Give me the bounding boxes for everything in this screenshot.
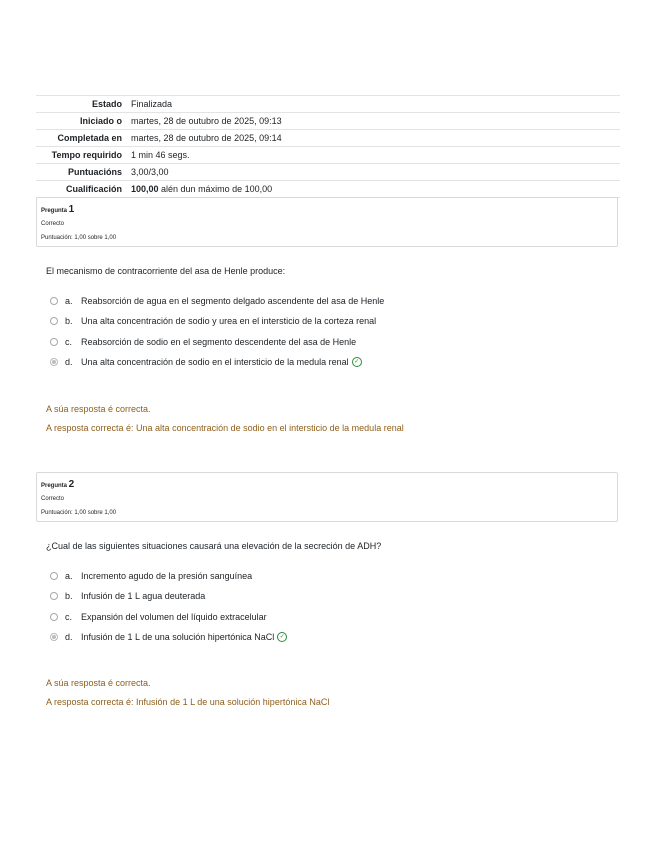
summary-row-state: [36, 96, 620, 113]
answer-letter: d.: [65, 357, 73, 367]
summary-label: Puntuacións: [67, 167, 122, 177]
answer-text: Una alta concentración de sodio y urea en el intersticio de la corteza renal: [81, 316, 377, 326]
answer-letter: c.: [65, 612, 73, 622]
answer-option[interactable]: [50, 571, 252, 581]
answer-option[interactable]: [50, 316, 376, 326]
check-circle-icon: ✓: [277, 632, 287, 642]
summary-label: Tempo requirido: [51, 150, 122, 160]
answer-feedback: A súa resposta é correcta.: [46, 404, 151, 414]
summary-row-marks: [36, 164, 620, 181]
question-number-value: 1: [68, 204, 75, 215]
answer-text: Reabsorción de sodio en el segmento descendente del asa de Henle: [81, 337, 357, 347]
summary-value: martes, 28 de outubro de 2025, 09:14: [131, 133, 282, 143]
question-info-box: [36, 472, 618, 522]
question-prefix: Pregunta: [41, 208, 69, 214]
answer-text: Expansión del volumen del líquido extracelular: [81, 612, 267, 622]
answer-text: Infusión de 1 L agua deuterada: [81, 591, 206, 601]
question-grade: Puntuación: 1,00 sobre 1,00: [41, 235, 117, 241]
radio-button[interactable]: [50, 592, 58, 600]
summary-row-time: [36, 147, 620, 164]
summary-row-completed: [36, 130, 620, 147]
radio-button[interactable]: [50, 297, 58, 305]
answer-text: Incremento agudo de la presión sanguínea: [81, 571, 253, 581]
radio-button[interactable]: [50, 613, 58, 621]
radio-button[interactable]: [50, 338, 58, 346]
question-prefix: Pregunta: [41, 483, 69, 489]
question-info-box: [36, 197, 618, 247]
radio-button[interactable]: [50, 572, 58, 580]
attempt-summary-table: [36, 95, 620, 198]
question-text: El mecanismo de contracorriente del asa de Henle produce:: [46, 266, 286, 276]
radio-button-selected[interactable]: [50, 358, 58, 366]
right-answer: A resposta correcta é: Infusión de 1 L de una solución hipertónica NaCl: [46, 697, 330, 707]
summary-label: Iniciado o: [79, 116, 122, 126]
radio-button-selected[interactable]: [50, 633, 58, 641]
answer-text: Una alta concentración de sodio en el intersticio de la medula renal: [81, 357, 349, 367]
summary-row-started: [36, 113, 620, 130]
answer-option[interactable]: [50, 337, 356, 347]
answer-option[interactable]: [50, 357, 362, 367]
summary-value: martes, 28 de outubro de 2025, 09:13: [131, 116, 282, 126]
question-grade: Puntuación: 1,00 sobre 1,00: [41, 510, 117, 516]
summary-value: Finalizada: [131, 99, 173, 109]
grade-value: 100,00: [131, 184, 159, 194]
question-text: ¿Cual de las siguientes situaciones causará una elevación de la secreción de ADH?: [46, 541, 382, 551]
answer-feedback: A súa resposta é correcta.: [46, 678, 151, 688]
answer-option[interactable]: [50, 296, 384, 306]
question-number: [41, 205, 613, 215]
summary-label: Cualificación: [65, 184, 122, 194]
answer-option[interactable]: [50, 591, 205, 601]
question-number: [41, 480, 613, 490]
answer-letter: b.: [65, 316, 73, 326]
right-answer: A resposta correcta é: Una alta concentración de sodio en el intersticio de la medula renal: [46, 423, 404, 433]
summary-label: Completada en: [57, 133, 122, 143]
summary-value: [128, 181, 620, 198]
answer-letter: b.: [65, 591, 73, 601]
radio-button[interactable]: [50, 317, 58, 325]
answer-text: Reabsorción de agua en el segmento delgado ascendente del asa de Henle: [81, 296, 385, 306]
summary-value: 1 min 46 segs.: [131, 150, 190, 160]
answer-text: Infusión de 1 L de una solución hipertónica NaCl: [81, 632, 275, 642]
summary-value: 3,00/3,00: [131, 167, 169, 177]
answer-option[interactable]: [50, 612, 267, 622]
question-state: Correcto: [41, 496, 65, 502]
answer-letter: c.: [65, 337, 73, 347]
summary-row-grade: [36, 181, 620, 198]
answer-option[interactable]: [50, 632, 287, 642]
check-circle-icon: ✓: [352, 357, 362, 367]
answer-letter: a.: [65, 571, 73, 581]
summary-label: Estado: [91, 99, 122, 109]
grade-suffix: alén dun máximo de 100,00: [158, 184, 273, 194]
question-state: Correcto: [41, 221, 65, 227]
answer-letter: d.: [65, 632, 73, 642]
answer-letter: a.: [65, 296, 73, 306]
question-number-value: 2: [68, 479, 75, 490]
